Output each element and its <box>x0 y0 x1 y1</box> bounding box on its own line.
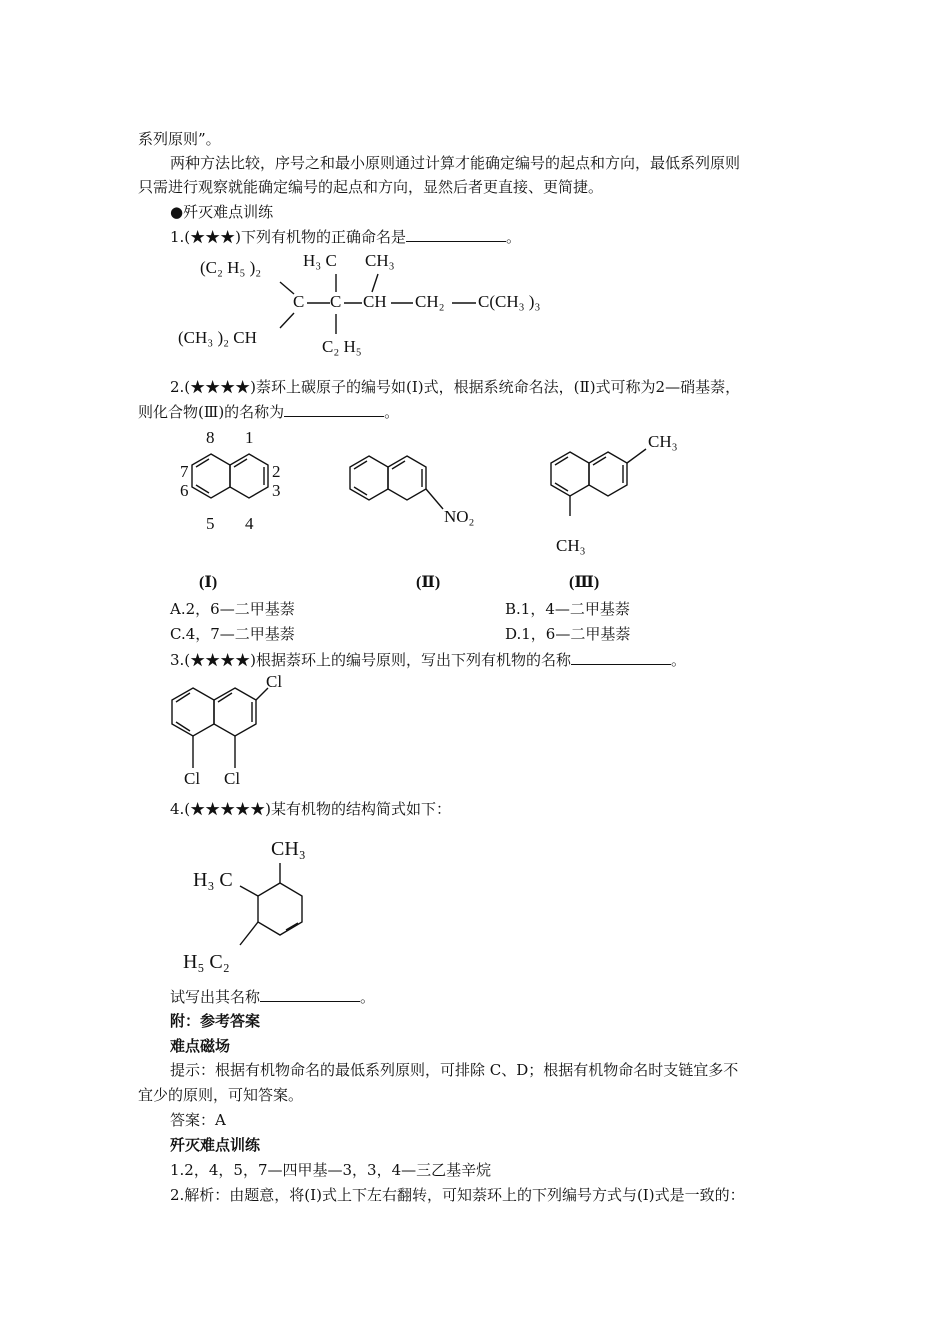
text-line: 两种方法比较，序号之和最小原则通过计算才能确定编号的起点和方向，最低系列原则 <box>170 154 741 172</box>
punct: 。 <box>506 228 522 246</box>
option-b: B.1，4—二甲基萘 <box>505 600 630 618</box>
group-label: CH₂ <box>415 292 445 311</box>
atom-label: C <box>330 292 342 311</box>
methyl-group: CH₃ <box>271 838 306 860</box>
punct: 。 <box>384 403 400 421</box>
option-d: D.1，6—二甲基萘 <box>505 625 631 643</box>
question-4: 4.(★★★★★)某有机物的结构简式如下： <box>170 800 452 818</box>
text-line: 2.解析：由题意，将(Ⅰ)式上下左右翻转，可知萘环上的下列编号方式与(Ⅰ)式是一致的： <box>170 1186 745 1204</box>
text-line: 宜少的原则，可知答案。 <box>138 1086 304 1104</box>
position-number: 3 <box>272 481 281 500</box>
group-label: CH₃ <box>365 251 395 270</box>
structure-label: (Ⅲ) <box>569 574 600 591</box>
section-heading: 难点磁场 <box>170 1037 231 1055</box>
text-line: 提示：根据有机物命名的最低系列原则，可排除 C、D；根据有机物命名时支链宜多不 <box>170 1061 739 1079</box>
answer-blank[interactable] <box>260 987 360 1002</box>
question-text: 3.(★★★★)根据萘环上的编号原则，写出下列有机物的名称 <box>170 651 572 669</box>
position-number: 5 <box>206 514 215 533</box>
text-line: 系列原则”。 <box>138 130 221 148</box>
position-number: 4 <box>245 514 254 533</box>
punct: 。 <box>360 988 376 1006</box>
appendix-heading: 附：参考答案 <box>170 1012 261 1030</box>
text-line: 1.2，4，5，7—四甲基—3，3，4—三乙基辛烷 <box>170 1161 492 1179</box>
option-a: A.2，6—二甲基萘 <box>170 600 295 618</box>
group-label: (CH₃ )₂ CH <box>178 328 257 347</box>
atom-label: CH <box>363 292 387 311</box>
ethyl-group: H₅ C₂ <box>183 951 230 973</box>
group-label: C₂ H₅ <box>322 337 362 356</box>
position-number: 2 <box>272 462 281 481</box>
question-text: 1.(★★★)下列有机物的正确命名是 <box>170 228 407 246</box>
punct: 。 <box>671 651 687 669</box>
position-number: 6 <box>180 481 189 500</box>
option-c: C.4，7—二甲基萘 <box>170 625 295 643</box>
group-label: (C₂ H₅ )₂ <box>200 258 262 277</box>
question-4b <box>170 986 375 1008</box>
methyl-group: CH₃ <box>556 536 586 555</box>
position-number: 8 <box>206 428 215 447</box>
nitro-group: NO₂ <box>444 507 475 526</box>
position-number: 7 <box>180 462 189 481</box>
position-number: 1 <box>245 428 254 447</box>
question-text: 试写出其名称 <box>170 988 261 1006</box>
methyl-group: CH₃ <box>648 432 678 451</box>
structure-label: (Ⅰ) <box>199 574 218 591</box>
text-line: 只需进行观察就能确定编号的起点和方向，显然后者更直接、更简捷。 <box>138 178 604 196</box>
methyl-group: H₃ C <box>193 869 233 891</box>
chlorine-label: Cl <box>184 769 201 788</box>
section-heading: 歼灭难点训练 <box>170 1136 261 1154</box>
chlorine-label: Cl <box>266 672 283 691</box>
group-label: H₃ C <box>303 251 337 270</box>
group-label: C(CH₃ )₃ <box>478 292 541 311</box>
section-heading: ●歼灭难点训练 <box>170 203 274 221</box>
structure-label: (Ⅱ) <box>416 574 441 591</box>
chlorine-label: Cl <box>224 769 241 788</box>
question-text: 则化合物(Ⅲ)的名称为 <box>138 403 285 421</box>
question-2a: 2.(★★★★)萘环上碳原子的编号如(Ⅰ)式，根据系统命名法，(Ⅱ)式可称为2—硝基萘， <box>170 378 741 396</box>
atom-label: C <box>293 292 305 311</box>
text-line: 答案：A <box>170 1111 226 1129</box>
